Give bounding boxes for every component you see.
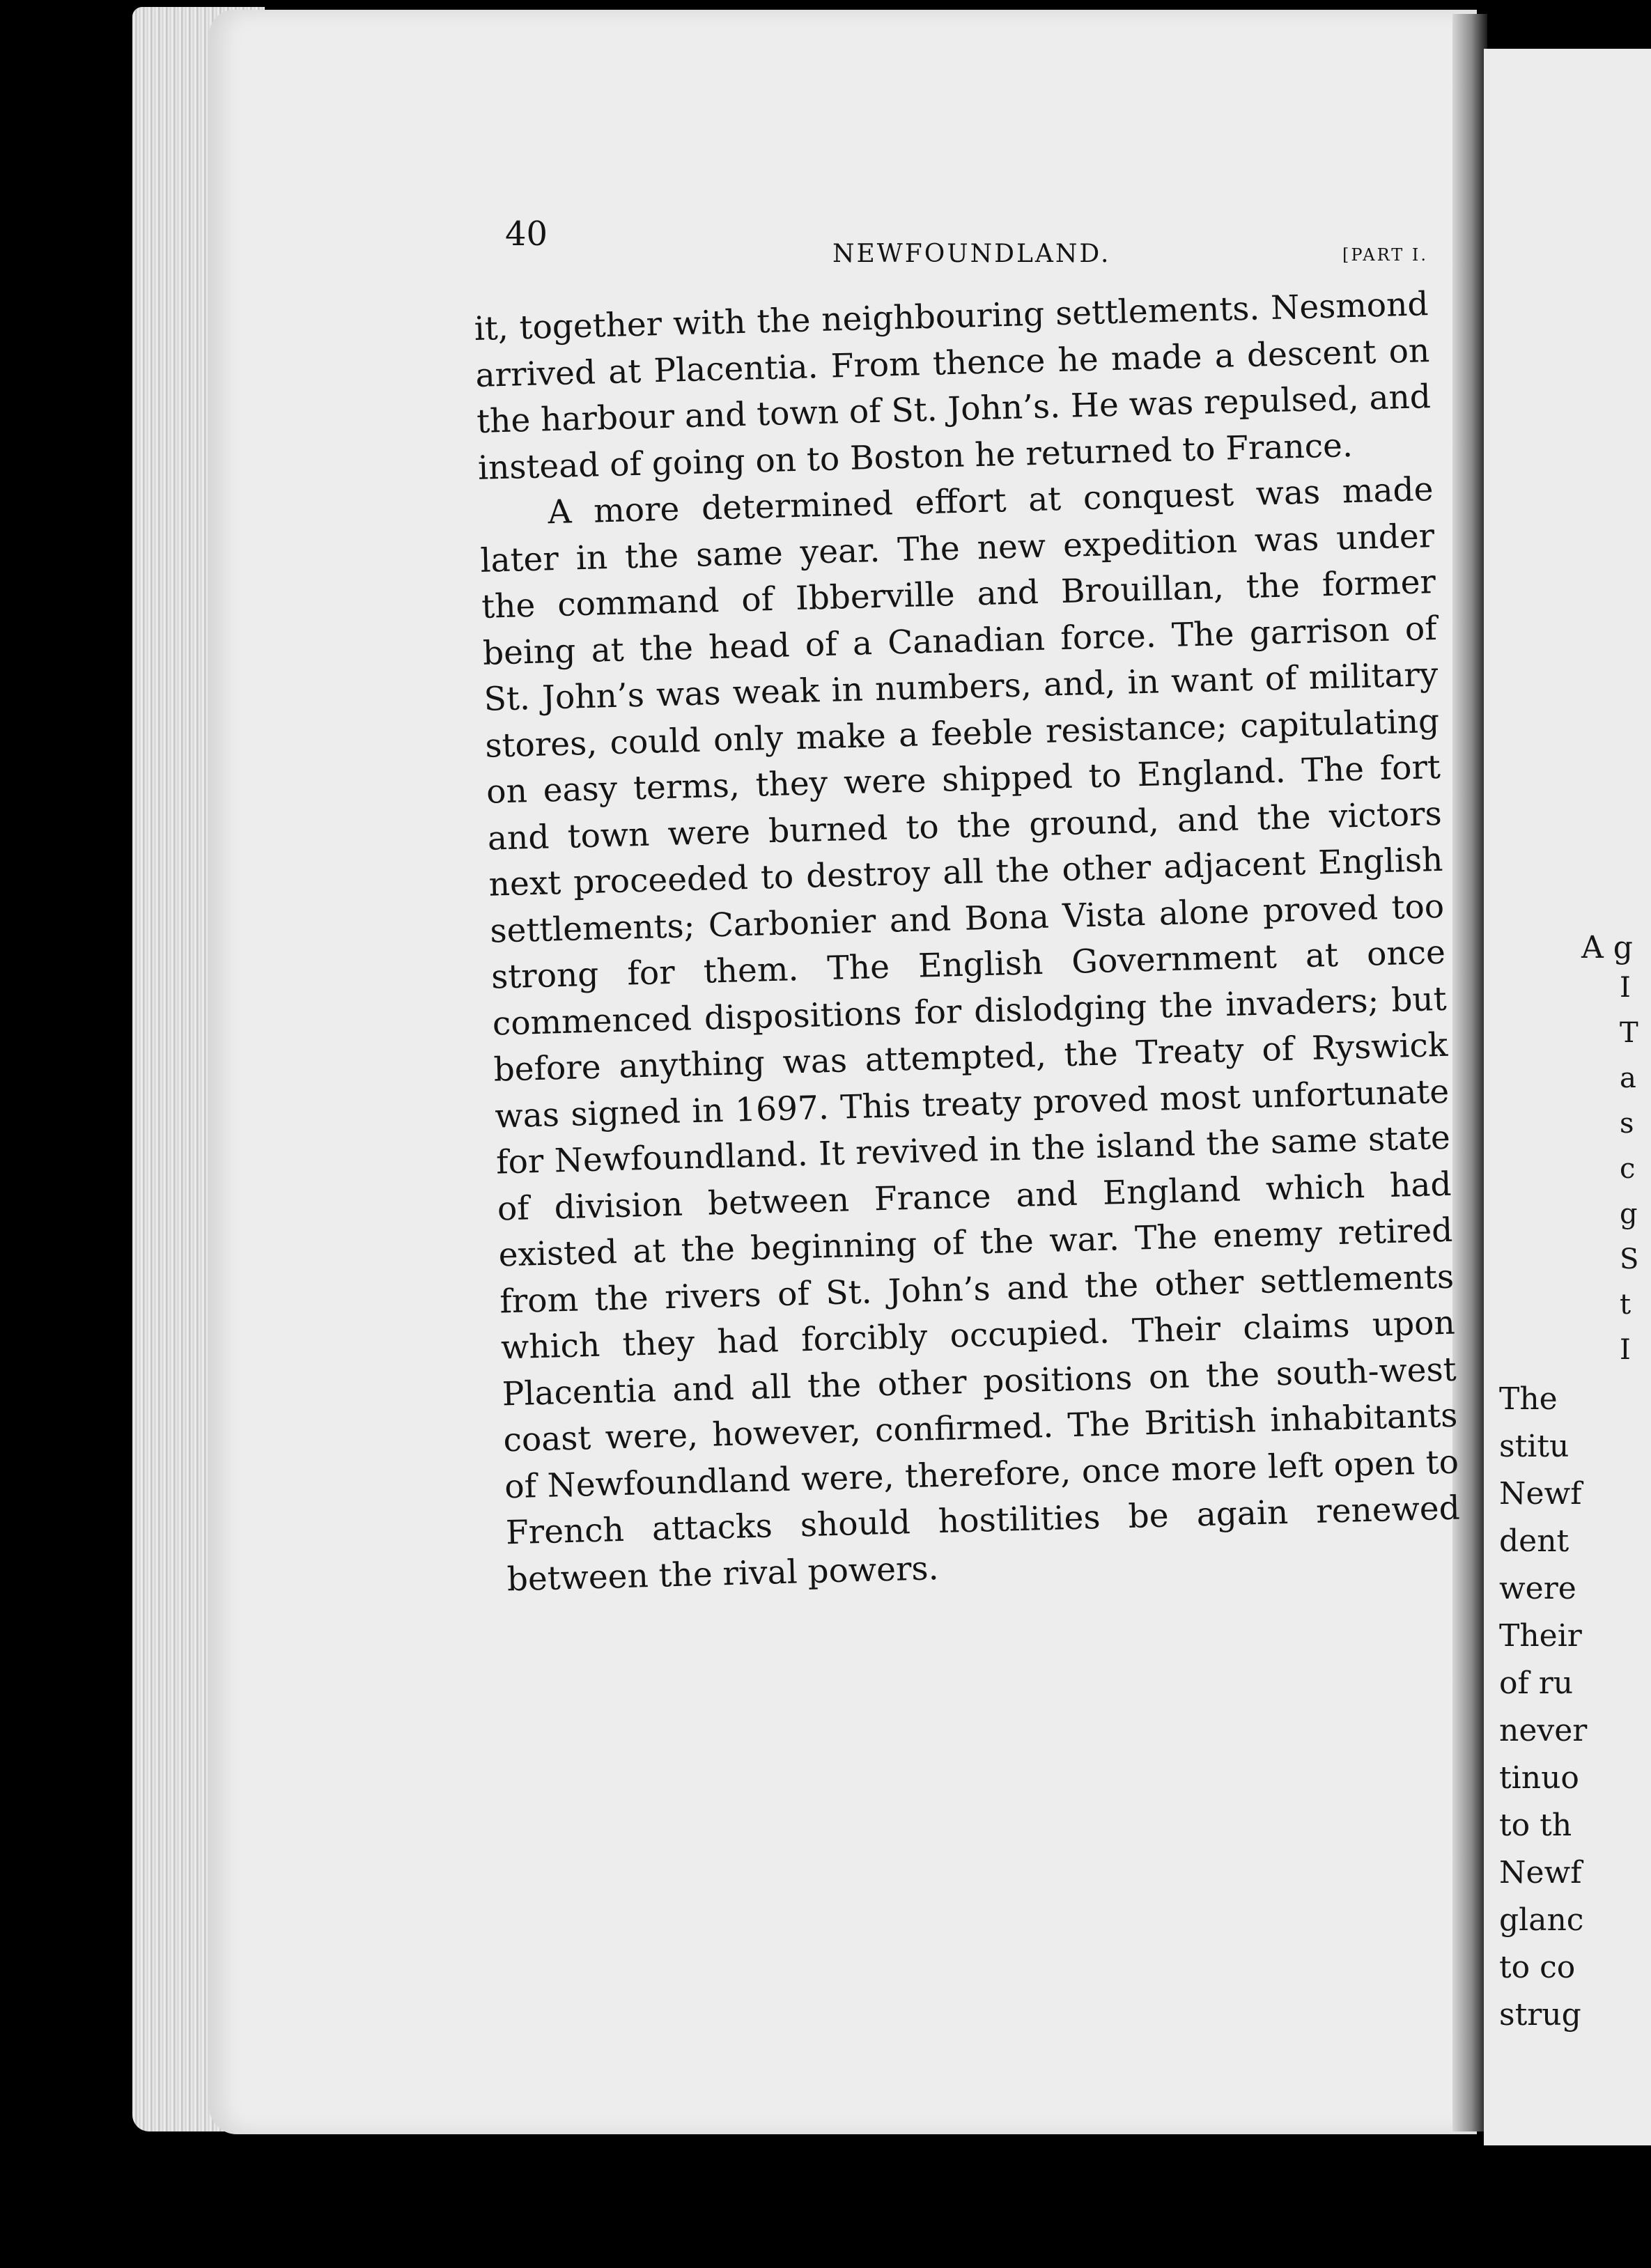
gutter-shadow: [1452, 14, 1487, 2131]
facing-line: stitu: [1499, 1429, 1569, 1464]
facing-text-lines: [1499, 1376, 1587, 2039]
facing-line: to th: [1499, 1808, 1572, 1843]
paragraph: A more determined effort at conquest was made later in the same year. The new expedition was under the command of Ibberville and Brouillan, the former being at the head of a Canadian force. The garrison of St. John’s was weak in numbers, and, in want of military stores, could only make a feeble resistance; capitulating on easy terms, they were shipped to England. The fort and town were burned to the ground, and the victors next proceeded to destroy all the other adjacent English settlements; Carbonier and Bona Vista alone proved too strong for them. The English Government at once commenced dispositions for dislodging the invaders; but before anything was attempted, the Treaty of Ryswick was signed in 1697. This treaty proved most unfortunate for Newfoundland. It revived in the island the same state of division between France and England which had existed at the beginning of the war. The enemy retired from the rivers of St. John’s and the other settlements which they had forcibly occupied. Their claims upon Placentia and all the other positions on the south-west coast were, however, confirmed. The British inhabitants of Newfoundland were, therefore, once more left open to French attacks should hostilities be again renewed between the rival powers.: [479, 470, 1461, 1599]
facing-fragment: g: [1620, 1198, 1638, 1230]
facing-line: strug: [1499, 1997, 1581, 2033]
body-text: [474, 281, 1462, 1603]
facing-line: The: [1499, 1381, 1558, 1417]
facing-fragment: c: [1620, 1153, 1636, 1185]
facing-line: Newf: [1499, 1476, 1582, 1512]
facing-line: to co: [1499, 1950, 1576, 1985]
facing-fragment: I: [1620, 972, 1631, 1004]
facing-line: were: [1499, 1571, 1576, 1606]
facing-fragment: I: [1620, 1334, 1631, 1366]
facing-fragment: a: [1620, 1062, 1636, 1094]
facing-line: glanc: [1499, 1902, 1584, 1938]
facing-line: never: [1499, 1713, 1588, 1748]
facing-heading-fragment: A g: [1581, 930, 1633, 965]
facing-line: Their: [1499, 1618, 1582, 1654]
facing-line: dent: [1499, 1523, 1569, 1559]
facing-fragment: T: [1620, 1017, 1638, 1049]
running-head: [505, 215, 1428, 277]
facing-fragment: S: [1620, 1243, 1639, 1275]
facing-fragment: t: [1620, 1289, 1631, 1321]
facing-page: [1484, 49, 1651, 2145]
paragraph: it, together with the neighbouring settlements. Nesmond arrived at Placentia. From thence he made a descent on the harbour and town of St. John’s. He was repulsed, and instead of going on to Boston he returned to France.: [474, 285, 1432, 488]
facing-line: of ru: [1499, 1665, 1574, 1701]
facing-line: tinuo: [1499, 1760, 1579, 1796]
facing-fragment: s: [1620, 1108, 1634, 1140]
page-number: 40: [505, 215, 548, 254]
facing-line: Newf: [1499, 1855, 1582, 1890]
page-title: NEWFOUNDLAND.: [832, 240, 1111, 268]
part-marker: [PART I.: [1342, 245, 1428, 265]
